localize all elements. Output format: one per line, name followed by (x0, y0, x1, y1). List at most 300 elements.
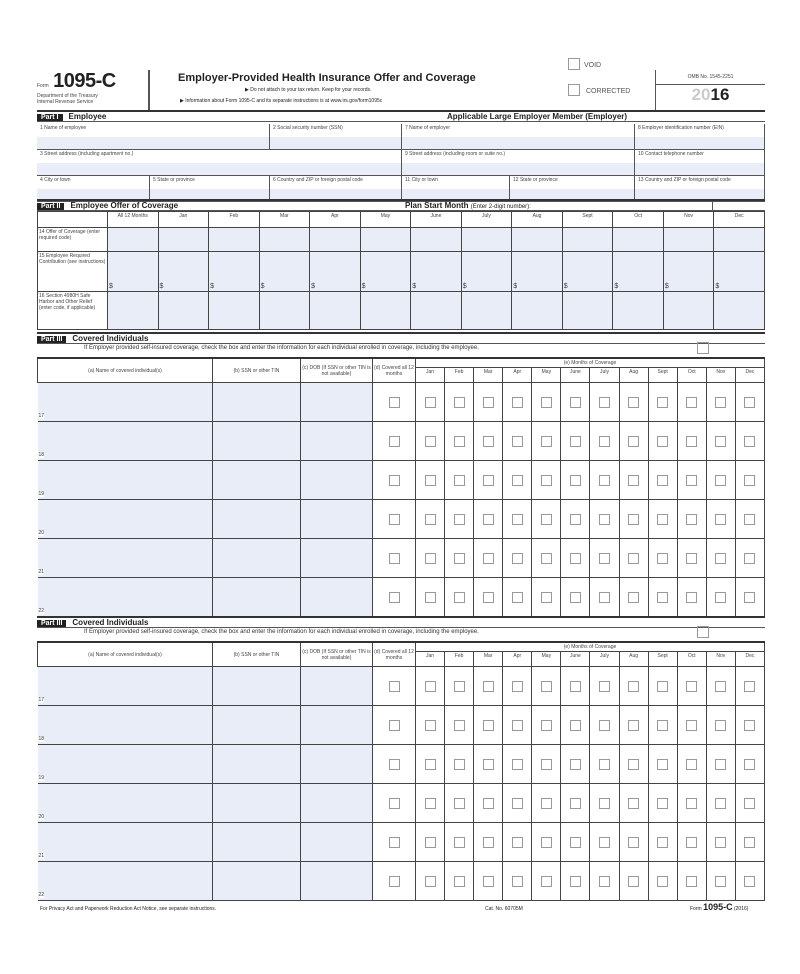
month-checkbox[interactable] (512, 876, 523, 887)
month-checkbox[interactable] (425, 553, 436, 564)
offer-cell[interactable] (158, 252, 209, 292)
void-checkbox[interactable] (568, 58, 580, 70)
plan-start-input[interactable] (712, 201, 762, 211)
month-cell (445, 500, 474, 539)
month-checkbox[interactable] (744, 592, 755, 603)
month-header: Feb (209, 212, 260, 228)
month-checkbox[interactable] (599, 681, 610, 692)
month-checkbox[interactable] (570, 475, 581, 486)
offer-cell[interactable] (512, 228, 563, 252)
covered-individual-row (38, 500, 765, 539)
offer-cell[interactable] (108, 292, 159, 330)
month-checkbox[interactable] (512, 798, 523, 809)
offer-cell[interactable] (512, 252, 563, 292)
month-checkbox[interactable] (570, 553, 581, 564)
month-checkbox[interactable] (599, 592, 610, 603)
dept-line-1: Department of the Treasury (37, 93, 98, 99)
month-checkbox[interactable] (715, 720, 726, 731)
offer-cell[interactable] (613, 292, 664, 330)
ssn-field[interactable] (213, 422, 301, 461)
month-checkbox[interactable] (686, 837, 697, 848)
dob-field[interactable] (301, 745, 373, 784)
month-cell (445, 461, 474, 500)
offer-cell[interactable] (714, 292, 765, 330)
field-input[interactable] (37, 137, 269, 149)
month-cell (619, 539, 648, 578)
month-cell (474, 745, 503, 784)
month-checkbox[interactable] (454, 514, 465, 525)
month-checkbox[interactable] (483, 553, 494, 564)
all-12-months-checkbox[interactable] (389, 837, 400, 848)
month-checkbox[interactable] (744, 514, 755, 525)
offer-cell[interactable] (512, 292, 563, 330)
month-checkbox[interactable] (512, 436, 523, 447)
offer-cell[interactable] (158, 228, 209, 252)
month-cell (416, 745, 445, 784)
offer-cell[interactable] (360, 292, 411, 330)
month-checkbox[interactable] (628, 798, 639, 809)
offer-cell[interactable] (411, 292, 462, 330)
name-field[interactable] (38, 706, 213, 745)
offer-cell[interactable] (360, 252, 411, 292)
dob-field[interactable] (301, 422, 373, 461)
month-cell (532, 784, 561, 823)
month-checkbox[interactable] (628, 837, 639, 848)
all-12-months-checkbox[interactable] (389, 759, 400, 770)
month-checkbox[interactable] (686, 514, 697, 525)
month-checkbox[interactable] (715, 436, 726, 447)
month-cell (532, 862, 561, 901)
month-checkbox[interactable] (657, 876, 668, 887)
month-checkbox[interactable] (657, 798, 668, 809)
month-cell (706, 745, 735, 784)
month-checkbox[interactable] (657, 514, 668, 525)
month-checkbox[interactable] (454, 475, 465, 486)
name-field[interactable] (38, 667, 213, 706)
month-cell (532, 539, 561, 578)
month-checkbox[interactable] (686, 876, 697, 887)
month-checkbox[interactable] (512, 759, 523, 770)
month-checkbox[interactable] (744, 720, 755, 731)
month-checkbox[interactable] (599, 397, 610, 408)
month-checkbox[interactable] (570, 681, 581, 692)
month-cell (445, 784, 474, 823)
field-label: 3 Street address (including apartment no.) (40, 151, 134, 157)
month-checkbox[interactable] (512, 720, 523, 731)
ssn-field[interactable] (213, 461, 301, 500)
all-12-months-checkbox[interactable] (389, 592, 400, 603)
month-checkbox[interactable] (599, 759, 610, 770)
field-input[interactable] (270, 137, 401, 149)
month-checkbox[interactable] (570, 592, 581, 603)
dob-field[interactable] (301, 578, 373, 617)
month-checkbox[interactable] (715, 397, 726, 408)
month-checkbox[interactable] (570, 759, 581, 770)
month-header: June (561, 368, 590, 383)
month-checkbox[interactable] (512, 514, 523, 525)
month-checkbox[interactable] (744, 798, 755, 809)
month-checkbox[interactable] (715, 837, 726, 848)
month-checkbox[interactable] (570, 720, 581, 731)
month-checkbox[interactable] (425, 514, 436, 525)
month-checkbox[interactable] (686, 553, 697, 564)
month-cell (677, 461, 706, 500)
offer-cell[interactable] (461, 292, 512, 330)
month-checkbox[interactable] (744, 436, 755, 447)
field-input[interactable] (402, 137, 634, 149)
month-cell (561, 667, 590, 706)
omb-box (655, 70, 765, 110)
month-checkbox[interactable] (454, 681, 465, 692)
month-checkbox[interactable] (512, 681, 523, 692)
month-checkbox[interactable] (454, 397, 465, 408)
month-checkbox[interactable] (715, 514, 726, 525)
month-checkbox[interactable] (744, 876, 755, 887)
month-checkbox[interactable] (541, 798, 552, 809)
month-cell (735, 539, 764, 578)
month-checkbox[interactable] (425, 798, 436, 809)
month-cell (561, 422, 590, 461)
month-checkbox[interactable] (541, 876, 552, 887)
offer-cell[interactable] (461, 252, 512, 292)
month-checkbox[interactable] (483, 514, 494, 525)
ssn-field[interactable] (213, 539, 301, 578)
all-12-months-checkbox[interactable] (389, 475, 400, 486)
offer-cell[interactable] (714, 228, 765, 252)
month-checkbox[interactable] (744, 681, 755, 692)
month-checkbox[interactable] (715, 798, 726, 809)
offer-cell[interactable] (663, 252, 714, 292)
name-field[interactable] (38, 745, 213, 784)
ssn-field[interactable] (213, 383, 301, 422)
month-checkbox[interactable] (686, 798, 697, 809)
offer-cell[interactable] (310, 292, 361, 330)
name-field[interactable] (38, 500, 213, 539)
offer-cell[interactable] (209, 228, 260, 252)
all-12-months-checkbox[interactable] (389, 798, 400, 809)
month-checkbox[interactable] (483, 397, 494, 408)
month-checkbox[interactable] (483, 475, 494, 486)
month-checkbox[interactable] (657, 592, 668, 603)
month-checkbox[interactable] (454, 798, 465, 809)
month-checkbox[interactable] (599, 475, 610, 486)
month-checkbox[interactable] (454, 720, 465, 731)
all-12-months-cell (373, 461, 416, 500)
column-header-a: (a) Name of covered individual(s) (38, 642, 213, 667)
month-checkbox[interactable] (744, 397, 755, 408)
covered-individual-row (38, 784, 765, 823)
offer-cell[interactable] (562, 228, 613, 252)
corrected-checkbox[interactable] (568, 84, 580, 96)
month-checkbox[interactable] (599, 553, 610, 564)
all-12-months-checkbox[interactable] (389, 720, 400, 731)
month-checkbox[interactable] (715, 475, 726, 486)
dob-field[interactable] (301, 539, 373, 578)
month-checkbox[interactable] (628, 681, 639, 692)
name-field[interactable] (38, 784, 213, 823)
month-checkbox[interactable] (715, 759, 726, 770)
month-checkbox[interactable] (425, 475, 436, 486)
currency-sign: $ (563, 283, 568, 290)
form-number: 1095-C (53, 70, 116, 92)
month-checkbox[interactable] (570, 837, 581, 848)
month-cell (735, 667, 764, 706)
month-checkbox[interactable] (686, 720, 697, 731)
offer-cell[interactable] (562, 252, 613, 292)
offer-cell[interactable] (411, 228, 462, 252)
all-12-months-cell (373, 383, 416, 422)
month-header: Aug (512, 212, 563, 228)
ssn-field[interactable] (213, 823, 301, 862)
dob-field[interactable] (301, 862, 373, 901)
month-checkbox[interactable] (686, 592, 697, 603)
offer-cell[interactable] (663, 228, 714, 252)
month-checkbox[interactable] (715, 553, 726, 564)
field-input[interactable] (635, 163, 764, 175)
month-checkbox[interactable] (483, 876, 494, 887)
month-checkbox[interactable] (512, 397, 523, 408)
month-cell (532, 706, 561, 745)
month-checkbox[interactable] (657, 837, 668, 848)
name-field[interactable] (38, 422, 213, 461)
month-checkbox[interactable] (628, 592, 639, 603)
void-label: VOID (584, 62, 602, 69)
month-checkbox[interactable] (657, 720, 668, 731)
month-checkbox[interactable] (425, 592, 436, 603)
name-field[interactable] (38, 539, 213, 578)
month-cell (677, 823, 706, 862)
month-checkbox[interactable] (483, 436, 494, 447)
month-checkbox[interactable] (628, 397, 639, 408)
month-checkbox[interactable] (657, 759, 668, 770)
month-checkbox[interactable] (512, 837, 523, 848)
offer-cell[interactable] (158, 292, 209, 330)
month-checkbox[interactable] (657, 436, 668, 447)
offer-cell[interactable] (613, 228, 664, 252)
month-checkbox[interactable] (570, 397, 581, 408)
month-checkbox[interactable] (541, 553, 552, 564)
month-checkbox[interactable] (425, 397, 436, 408)
offer-cell[interactable] (310, 252, 361, 292)
month-checkbox[interactable] (425, 681, 436, 692)
month-cell (706, 461, 735, 500)
name-field[interactable] (38, 383, 213, 422)
ssn-field[interactable] (213, 667, 301, 706)
month-checkbox[interactable] (483, 592, 494, 603)
all-12-months-checkbox[interactable] (389, 553, 400, 564)
month-cell (503, 383, 532, 422)
month-checkbox[interactable] (599, 876, 610, 887)
offer-cell[interactable] (613, 252, 664, 292)
field-label: 4 City or town (40, 177, 71, 183)
month-checkbox[interactable] (744, 553, 755, 564)
month-checkbox[interactable] (483, 798, 494, 809)
month-checkbox[interactable] (541, 436, 552, 447)
month-checkbox[interactable] (541, 397, 552, 408)
dob-field[interactable] (301, 500, 373, 539)
offer-cell[interactable] (562, 292, 613, 330)
month-cell (590, 500, 619, 539)
month-checkbox[interactable] (541, 475, 552, 486)
month-checkbox[interactable] (686, 759, 697, 770)
month-checkbox[interactable] (454, 876, 465, 887)
month-checkbox[interactable] (599, 514, 610, 525)
month-checkbox[interactable] (744, 475, 755, 486)
month-checkbox[interactable] (425, 837, 436, 848)
dob-field[interactable] (301, 667, 373, 706)
month-checkbox[interactable] (599, 837, 610, 848)
part1-bar (37, 110, 765, 122)
month-checkbox[interactable] (686, 475, 697, 486)
month-checkbox[interactable] (570, 514, 581, 525)
month-cell (416, 823, 445, 862)
month-checkbox[interactable] (628, 514, 639, 525)
month-checkbox[interactable] (541, 681, 552, 692)
month-checkbox[interactable] (599, 436, 610, 447)
offer-cell[interactable] (360, 228, 411, 252)
month-checkbox[interactable] (715, 592, 726, 603)
month-header-row (38, 212, 765, 228)
ssn-field[interactable] (213, 784, 301, 823)
dob-field[interactable] (301, 706, 373, 745)
offer-cell[interactable] (259, 252, 310, 292)
month-header: Apr (503, 368, 532, 383)
ssn-field[interactable] (213, 862, 301, 901)
month-checkbox[interactable] (686, 681, 697, 692)
name-field[interactable] (38, 578, 213, 617)
month-checkbox[interactable] (541, 837, 552, 848)
month-checkbox[interactable] (657, 681, 668, 692)
month-checkbox[interactable] (657, 553, 668, 564)
month-checkbox[interactable] (512, 592, 523, 603)
month-cell (416, 578, 445, 617)
month-checkbox[interactable] (628, 553, 639, 564)
row-number: 21 (38, 569, 45, 575)
month-checkbox[interactable] (541, 720, 552, 731)
month-header: Mar (474, 652, 503, 667)
ssn-field[interactable] (213, 578, 301, 617)
month-checkbox[interactable] (512, 553, 523, 564)
form-title: Employer-Provided Health Insurance Offer and Coverage (178, 72, 476, 84)
month-checkbox[interactable] (686, 397, 697, 408)
month-checkbox[interactable] (425, 759, 436, 770)
offer-cell[interactable] (663, 292, 714, 330)
month-checkbox[interactable] (483, 720, 494, 731)
month-checkbox[interactable] (744, 837, 755, 848)
part1-title: Employee (68, 112, 107, 121)
month-checkbox[interactable] (425, 876, 436, 887)
field-input[interactable] (635, 137, 764, 149)
month-cell (532, 823, 561, 862)
offer-cell[interactable] (411, 252, 462, 292)
name-field[interactable] (38, 823, 213, 862)
dob-field[interactable] (301, 823, 373, 862)
month-header: Apr (503, 652, 532, 667)
offer-cell[interactable] (108, 252, 159, 292)
self-insured-checkbox[interactable] (697, 342, 709, 354)
month-checkbox[interactable] (454, 553, 465, 564)
offer-cell[interactable] (461, 228, 512, 252)
all-12-months-checkbox[interactable] (389, 436, 400, 447)
month-checkbox[interactable] (454, 436, 465, 447)
field-input[interactable] (37, 163, 401, 175)
month-checkbox[interactable] (628, 720, 639, 731)
month-checkbox[interactable] (454, 592, 465, 603)
month-checkbox[interactable] (483, 837, 494, 848)
month-checkbox[interactable] (454, 759, 465, 770)
self-insured-checkbox[interactable] (697, 626, 709, 638)
all-12-months-checkbox[interactable] (389, 514, 400, 525)
ssn-field[interactable] (213, 500, 301, 539)
month-checkbox[interactable] (628, 436, 639, 447)
month-checkbox[interactable] (628, 475, 639, 486)
month-cell (561, 578, 590, 617)
month-checkbox[interactable] (425, 720, 436, 731)
month-cell (445, 823, 474, 862)
month-checkbox[interactable] (628, 759, 639, 770)
ssn-field[interactable] (213, 745, 301, 784)
month-checkbox[interactable] (628, 876, 639, 887)
offer-cell[interactable] (108, 228, 159, 252)
offer-cell[interactable] (310, 228, 361, 252)
month-cell (735, 578, 764, 617)
all-12-months-checkbox[interactable] (389, 681, 400, 692)
dob-field[interactable] (301, 784, 373, 823)
month-checkbox[interactable] (512, 475, 523, 486)
month-checkbox[interactable] (570, 876, 581, 887)
ssn-field[interactable] (213, 706, 301, 745)
month-checkbox[interactable] (657, 397, 668, 408)
all-12-months-cell (373, 539, 416, 578)
month-header: Sept (648, 368, 677, 383)
month-checkbox[interactable] (541, 592, 552, 603)
month-checkbox[interactable] (599, 798, 610, 809)
covered-individual-row (38, 539, 765, 578)
month-checkbox[interactable] (570, 798, 581, 809)
month-checkbox[interactable] (715, 876, 726, 887)
dob-field[interactable] (301, 461, 373, 500)
month-checkbox[interactable] (483, 681, 494, 692)
month-checkbox[interactable] (541, 759, 552, 770)
month-checkbox[interactable] (570, 436, 581, 447)
all-12-months-checkbox[interactable] (389, 876, 400, 887)
field-input[interactable] (402, 163, 634, 175)
month-cell (445, 422, 474, 461)
month-checkbox[interactable] (715, 681, 726, 692)
name-field[interactable] (38, 461, 213, 500)
month-checkbox[interactable] (657, 475, 668, 486)
month-cell (590, 383, 619, 422)
offer-cell[interactable] (714, 252, 765, 292)
month-checkbox[interactable] (483, 759, 494, 770)
offer-cell[interactable] (259, 292, 310, 330)
name-field[interactable] (38, 862, 213, 901)
month-checkbox[interactable] (686, 436, 697, 447)
all-12-months-checkbox[interactable] (389, 397, 400, 408)
month-cell (416, 383, 445, 422)
offer-cell[interactable] (209, 252, 260, 292)
offer-cell[interactable] (209, 292, 260, 330)
dob-field[interactable] (301, 383, 373, 422)
month-checkbox[interactable] (454, 837, 465, 848)
part1-field (635, 124, 765, 150)
month-checkbox[interactable] (541, 514, 552, 525)
corner (38, 212, 108, 228)
month-checkbox[interactable] (425, 436, 436, 447)
month-checkbox[interactable] (744, 759, 755, 770)
offer-cell[interactable] (259, 228, 310, 252)
month-checkbox[interactable] (599, 720, 610, 731)
